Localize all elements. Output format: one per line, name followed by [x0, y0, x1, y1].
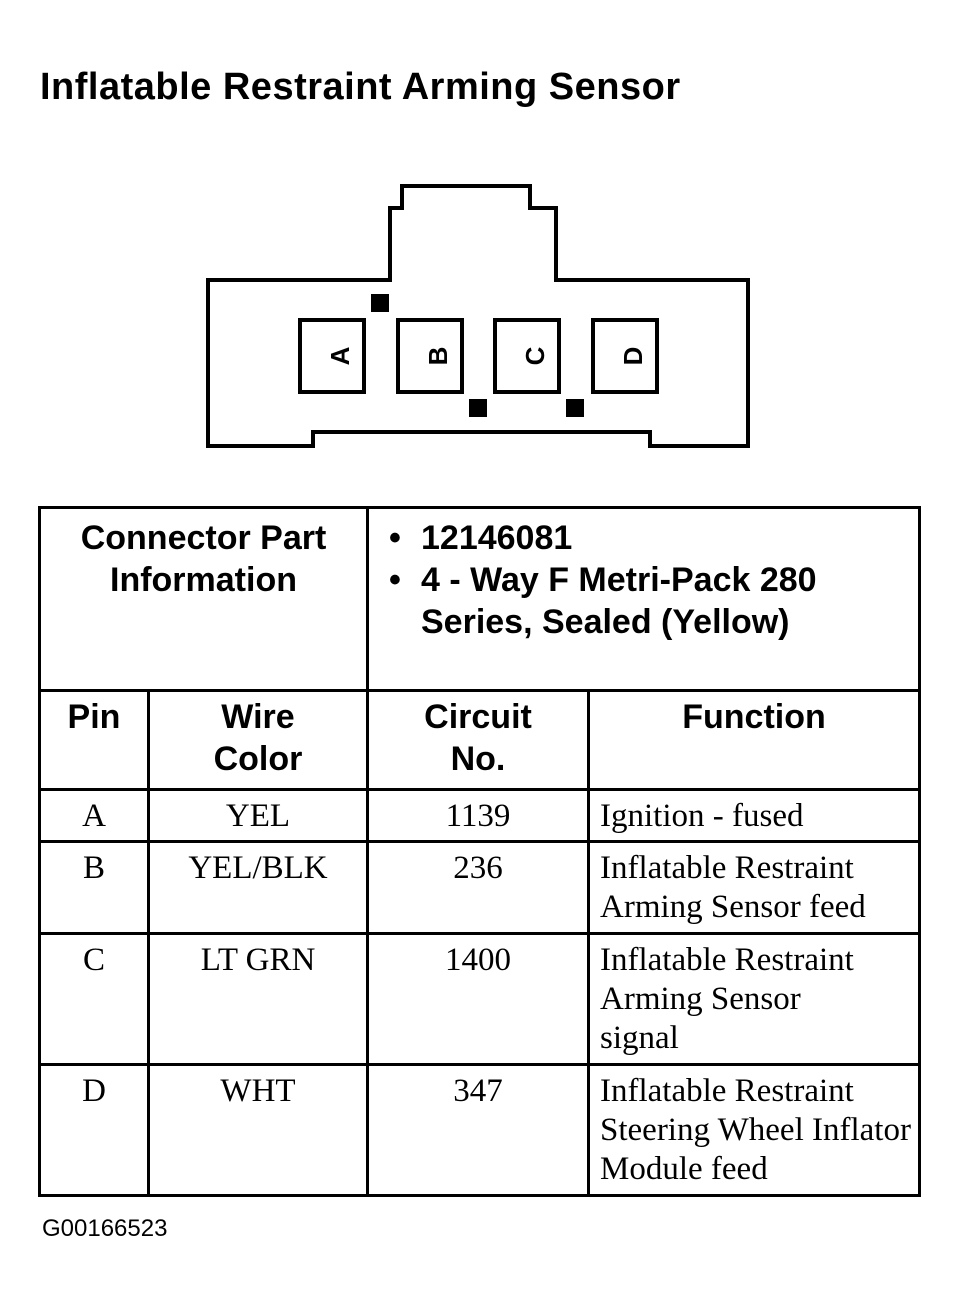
circuit-cell: 1400	[368, 934, 589, 1065]
wire-color-cell: WHT	[149, 1065, 368, 1196]
terminal-marker	[469, 399, 487, 417]
pin-cell: B	[40, 842, 149, 934]
part-info-label: Connector Part Information	[40, 508, 368, 691]
header-wire-color: Wire Color	[149, 691, 368, 790]
function-cell: Ignition - fused	[589, 790, 920, 842]
circuit-cell: 236	[368, 842, 589, 934]
figure-id: G00166523	[42, 1215, 168, 1242]
part-info-item: • 4 - Way F Metri-Pack 280 Series, Sealed (Yellow)	[389, 561, 817, 641]
pin-label-a: A	[324, 346, 355, 366]
table-row	[40, 1065, 920, 1196]
column-header-row	[40, 691, 920, 790]
pin-label-b: B	[422, 346, 453, 366]
terminal-marker	[566, 399, 584, 417]
connector-face-diagram	[0, 170, 957, 460]
table-row	[40, 842, 920, 934]
part-info-row	[40, 508, 920, 691]
terminal-marker	[371, 294, 389, 312]
table-row	[40, 790, 920, 842]
connector-info-table	[38, 506, 921, 1197]
header-function: Function	[589, 691, 920, 790]
circuit-cell: 1139	[368, 790, 589, 842]
pin-label-d: D	[617, 346, 648, 366]
function-cell: Inflatable Restraint Arming Sensor feed	[589, 842, 920, 934]
pin-cell: C	[40, 934, 149, 1065]
diagram-title: Inflatable Restraint Arming Sensor	[40, 66, 681, 108]
wire-color-cell: LT GRN	[149, 934, 368, 1065]
wire-color-cell: YEL/BLK	[149, 842, 368, 934]
pin-cell: A	[40, 790, 149, 842]
part-info-item: • 12146081	[389, 519, 573, 557]
table-row	[40, 934, 920, 1065]
function-cell: Inflatable Restraint Arming Sensor signal	[589, 934, 920, 1065]
wire-color-cell: YEL	[149, 790, 368, 842]
header-pin: Pin	[40, 691, 149, 790]
pin-label-c: C	[519, 346, 550, 366]
part-info-values	[368, 508, 920, 691]
header-circuit-no: Circuit No.	[368, 691, 589, 790]
function-cell: Inflatable Restraint Steering Wheel Inflator Module feed	[589, 1065, 920, 1196]
circuit-cell: 347	[368, 1065, 589, 1196]
pin-cell: D	[40, 1065, 149, 1196]
